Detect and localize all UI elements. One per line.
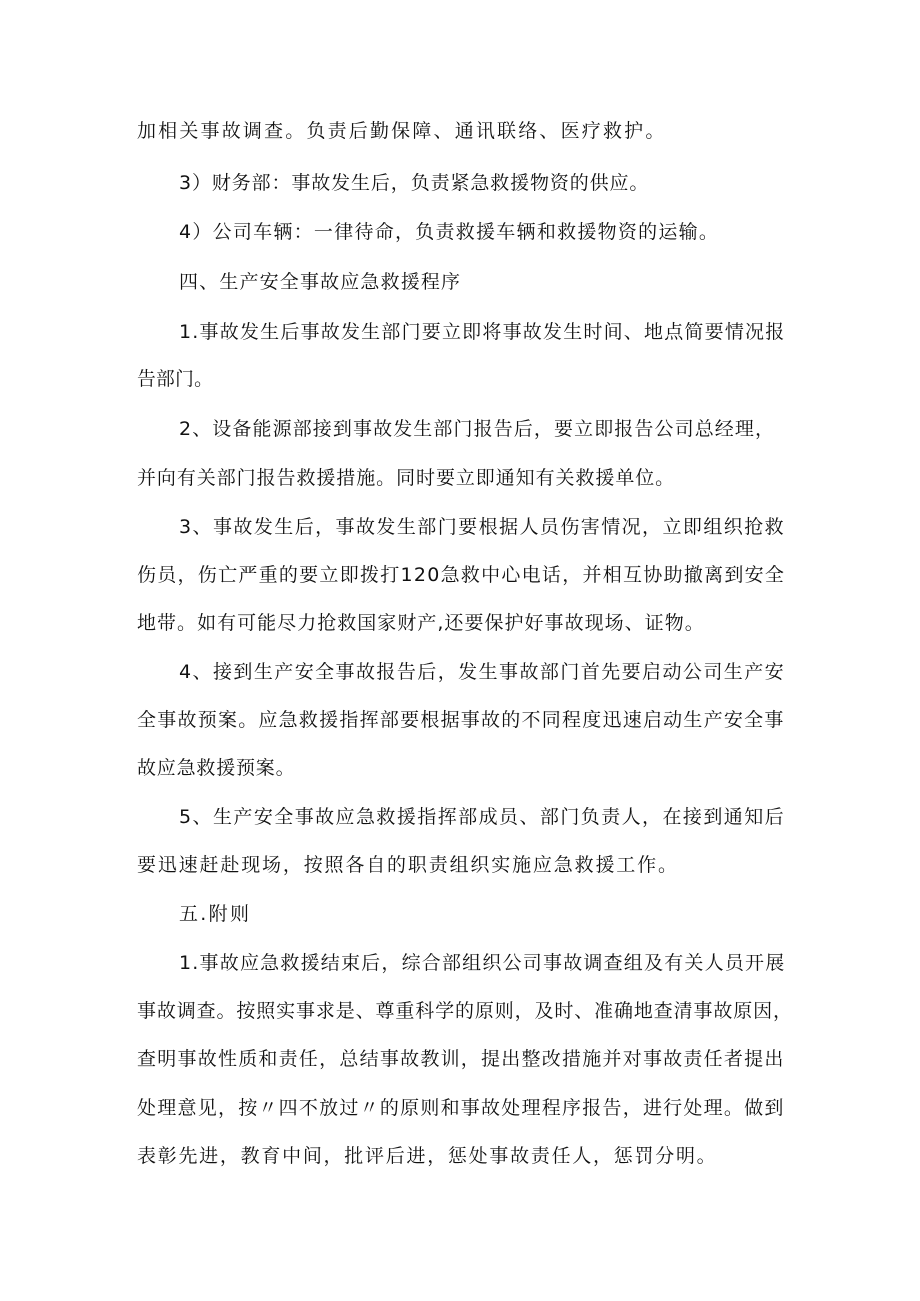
list-item-line: 并向有关部门报告救援措施。同时要立即通知有关救援单位。 xyxy=(137,467,676,489)
list-item-line: 3）财务部：事故发生后，负责紧急救援物资的供应。 xyxy=(179,172,650,194)
list-item-line: 4）公司车辆：一律待命，负责救援车辆和救援物资的运输。 xyxy=(179,221,720,243)
list-item-line: 1.事故发生后事故发生部门要立即将事故发生时间、地点简要情况报 xyxy=(179,321,786,343)
list-item-line: 事故调查。按照实事求是、尊重科学的原则，及时、准确地查清事故原因， xyxy=(137,1000,793,1022)
list-item-line: 5、生产安全事故应急救援指挥部成员、部门负责人，在接到通知后 xyxy=(179,806,786,828)
list-item-line: 地带。如有可能尽力抢救国家财产,还要保护好事故现场、证物。 xyxy=(137,612,705,634)
section-heading: 五.附则 xyxy=(179,903,252,925)
list-item-line: 故应急救援预案。 xyxy=(137,757,296,779)
list-item-line: 要迅速赶赴现场，按照各自的职责组织实施应急救援工作。 xyxy=(137,854,679,876)
list-item-line: 表彰先进，教育中间，批评后进，惩处事故责任人，惩罚分明。 xyxy=(137,1145,718,1167)
list-item-line: 2、设备能源部接到事故发生部门报告后，要立即报告公司总经理， xyxy=(179,418,776,440)
list-item-line: 全事故预案。应急救援指挥部要根据事故的不同程度迅速启动生产安全事 xyxy=(137,709,785,731)
paragraph-text-line: 加相关事故调查。负责后勤保障、通讯联络、医疗救护。 xyxy=(137,120,667,142)
section-heading: 四、生产安全事故应急救援程序 xyxy=(179,271,462,293)
list-item-line: 1.事故应急救援结束后，综合部组织公司事故调查组及有关人员开展 xyxy=(179,952,786,974)
list-item-line: 4、接到生产安全事故报告后，发生事故部门首先要启动公司生产安 xyxy=(179,661,786,683)
list-item-line: 告部门。 xyxy=(137,369,214,390)
list-item-line: 3、事故发生后，事故发生部门要根据人员伤害情况，立即组织抢救 xyxy=(179,516,786,538)
list-item-line: 处理意见，按〃四不放过〃的原则和事故处理程序报告，进行处理。做到 xyxy=(137,1097,785,1119)
list-item-line: 伤员，伤亡严重的要立即拨打120急救中心电话，并相互协助撤离到安全 xyxy=(137,564,786,586)
list-item-line: 查明事故性质和责任，总结事故教训，提出整改措施并对事故责任者提出 xyxy=(137,1048,785,1070)
